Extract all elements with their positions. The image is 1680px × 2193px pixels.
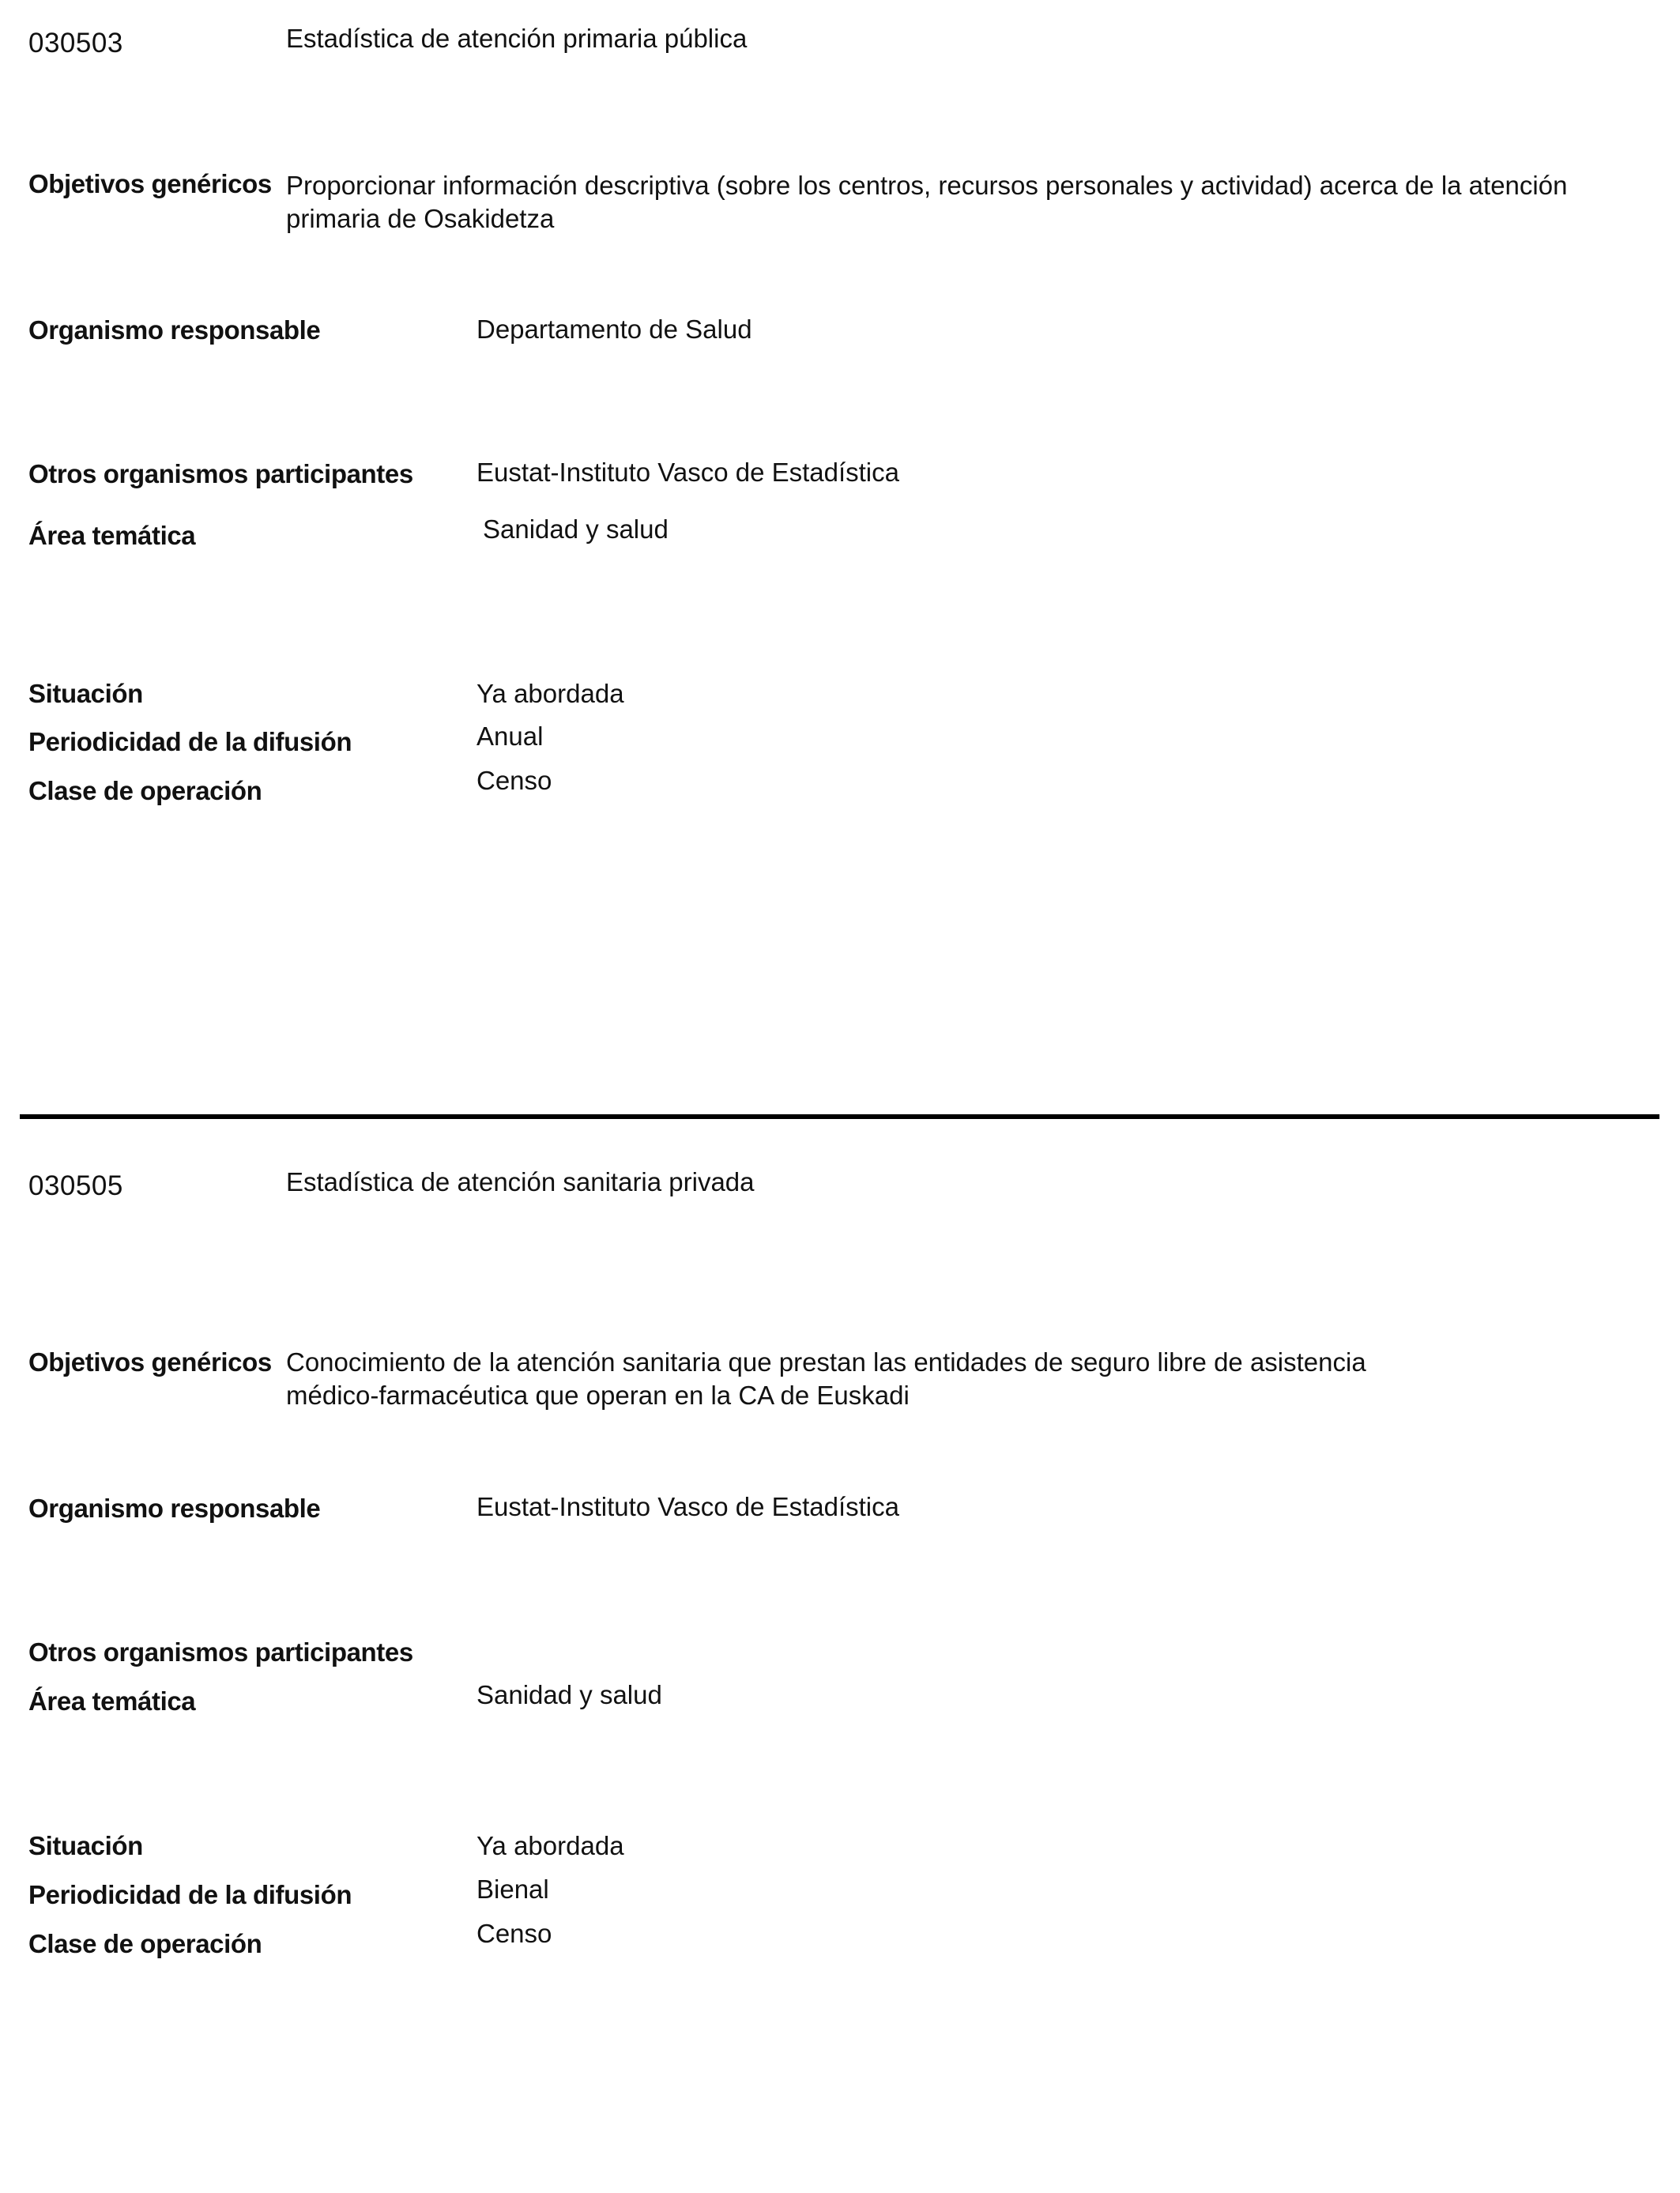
situacion-value: Ya abordada bbox=[477, 679, 624, 708]
otros-organismos-label: Otros organismos participantes bbox=[28, 459, 413, 488]
situacion-label: Situación bbox=[28, 679, 143, 708]
area-tematica-value: Sanidad y salud bbox=[477, 1680, 662, 1709]
clase-operacion-value: Censo bbox=[477, 1919, 552, 1948]
periodicidad-value: Anual bbox=[477, 722, 544, 751]
organismo-label: Organismo responsable bbox=[28, 315, 321, 345]
objetivos-value: Proporcionar información descriptiva (sobre los centros, recursos personales y actividad) acerca de la atención primaria de Osakidetza bbox=[286, 171, 1568, 233]
organismo-value: Departamento de Salud bbox=[477, 315, 752, 344]
clase-operacion-label: Clase de operación bbox=[28, 776, 262, 805]
record-title: Estadística de atención primaria pública bbox=[286, 24, 748, 53]
situacion-label: Situación bbox=[28, 1831, 143, 1860]
record-code: 030505 bbox=[28, 1170, 123, 1201]
record-title: Estadística de atención sanitaria privada bbox=[286, 1167, 755, 1196]
situacion-value: Ya abordada bbox=[477, 1831, 624, 1860]
clase-operacion-label: Clase de operación bbox=[28, 1929, 262, 1958]
organismo-value: Eustat-Instituto Vasco de Estadística bbox=[477, 1492, 899, 1521]
otros-organismos-label: Otros organismos participantes bbox=[28, 1637, 413, 1667]
objetivos-label: Objetivos genéricos bbox=[28, 1347, 272, 1377]
area-tematica-value: Sanidad y salud bbox=[483, 514, 669, 544]
clase-operacion-value: Censo bbox=[477, 766, 552, 795]
periodicidad-label: Periodicidad de la difusión bbox=[28, 727, 352, 756]
area-tematica-label: Área temática bbox=[28, 521, 196, 550]
otros-organismos-value: Eustat-Instituto Vasco de Estadística bbox=[477, 458, 899, 487]
record-divider bbox=[20, 1114, 1659, 1119]
organismo-label: Organismo responsable bbox=[28, 1494, 321, 1523]
objetivos-label: Objetivos genéricos bbox=[28, 169, 272, 198]
area-tematica-label: Área temática bbox=[28, 1686, 196, 1716]
periodicidad-label: Periodicidad de la difusión bbox=[28, 1880, 352, 1909]
objetivos-value: Conocimiento de la atención sanitaria que prestan las entidades de seguro libre de asistencia médico-farmacéutica que operan en la CA de Euskadi bbox=[286, 1347, 1366, 1410]
record-code: 030503 bbox=[28, 28, 123, 58]
periodicidad-value: Bienal bbox=[477, 1875, 549, 1904]
